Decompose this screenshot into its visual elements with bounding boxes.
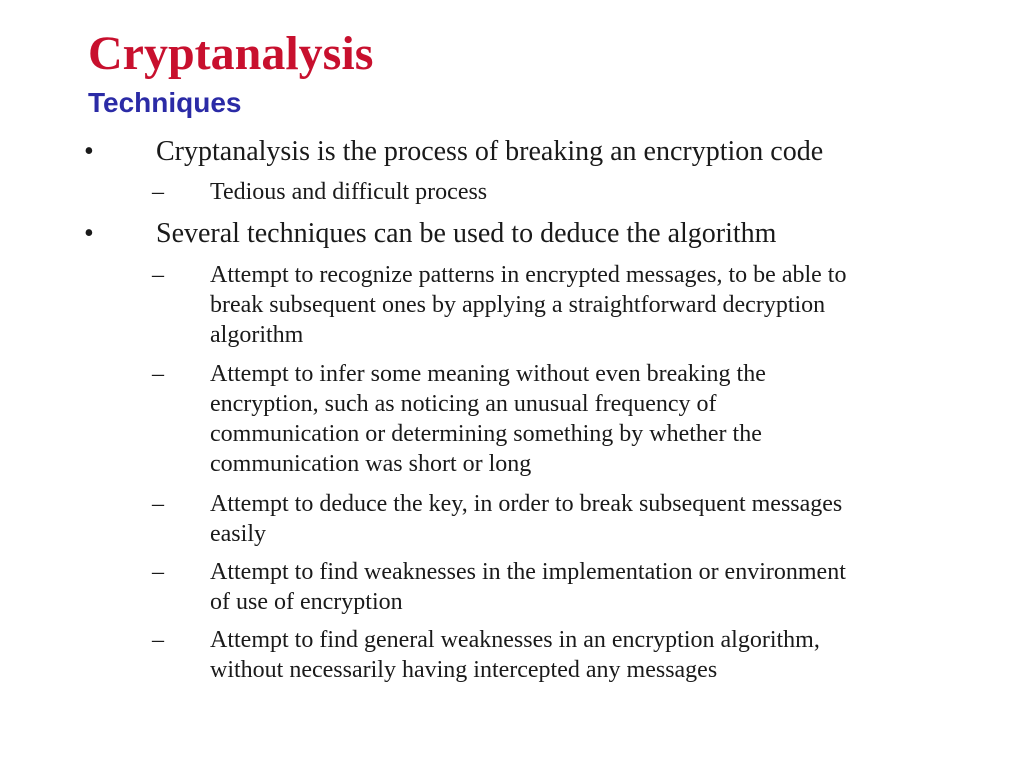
sub-bullet-line: algorithm [210, 322, 304, 348]
slide-subtitle: Techniques [88, 87, 242, 118]
sub-bullet-text [210, 557, 960, 617]
sub-bullet-line: Attempt to deduce the key, in order to break subsequent messages [210, 491, 843, 517]
sub-bullet-marker: – [152, 627, 164, 653]
sub-bullet-text [210, 177, 960, 207]
sub-bullet-marker: – [152, 262, 164, 288]
sub-bullet-line: easily [210, 521, 266, 547]
sub-bullet-line: Attempt to infer some meaning without even breaking the [210, 361, 766, 387]
sub-bullet-line: communication or determining something by whether the [210, 421, 762, 447]
sub-bullet-marker: – [152, 491, 164, 517]
sub-bullet-line: Attempt to recognize patterns in encrypted messages, to be able to [210, 262, 847, 288]
sub-bullet-marker: – [152, 361, 164, 387]
sub-bullet-text [210, 625, 960, 685]
sub-bullet-text [210, 359, 960, 479]
bullet-marker: • [84, 136, 94, 167]
sub-bullet-line: without necessarily having intercepted any messages [210, 657, 718, 683]
bullet-text: Cryptanalysis is the process of breaking an encryption code [156, 136, 824, 167]
sub-bullet-line: break subsequent ones by applying a straightforward decryption [210, 292, 826, 318]
sub-bullet-line: of use of encryption [210, 589, 403, 615]
sub-bullet-line: Attempt to find general weaknesses in an encryption algorithm, [210, 627, 820, 653]
sub-bullet-marker: – [152, 559, 164, 585]
sub-bullet-marker: – [152, 179, 164, 205]
sub-bullet-line: encryption, such as noticing an unusual frequency of [210, 391, 717, 417]
bullet-text: Several techniques can be used to deduce the algorithm [156, 218, 777, 249]
sub-bullet-text [210, 260, 960, 350]
sub-bullet-text [210, 489, 960, 549]
sub-bullet-line: Tedious and difficult process [210, 179, 488, 205]
sub-bullet-line: Attempt to find weaknesses in the implementation or environment [210, 559, 846, 585]
slide-title: Cryptanalysis [88, 27, 374, 80]
bullet-marker: • [84, 218, 94, 249]
sub-bullet-line: communication was short or long [210, 451, 532, 477]
